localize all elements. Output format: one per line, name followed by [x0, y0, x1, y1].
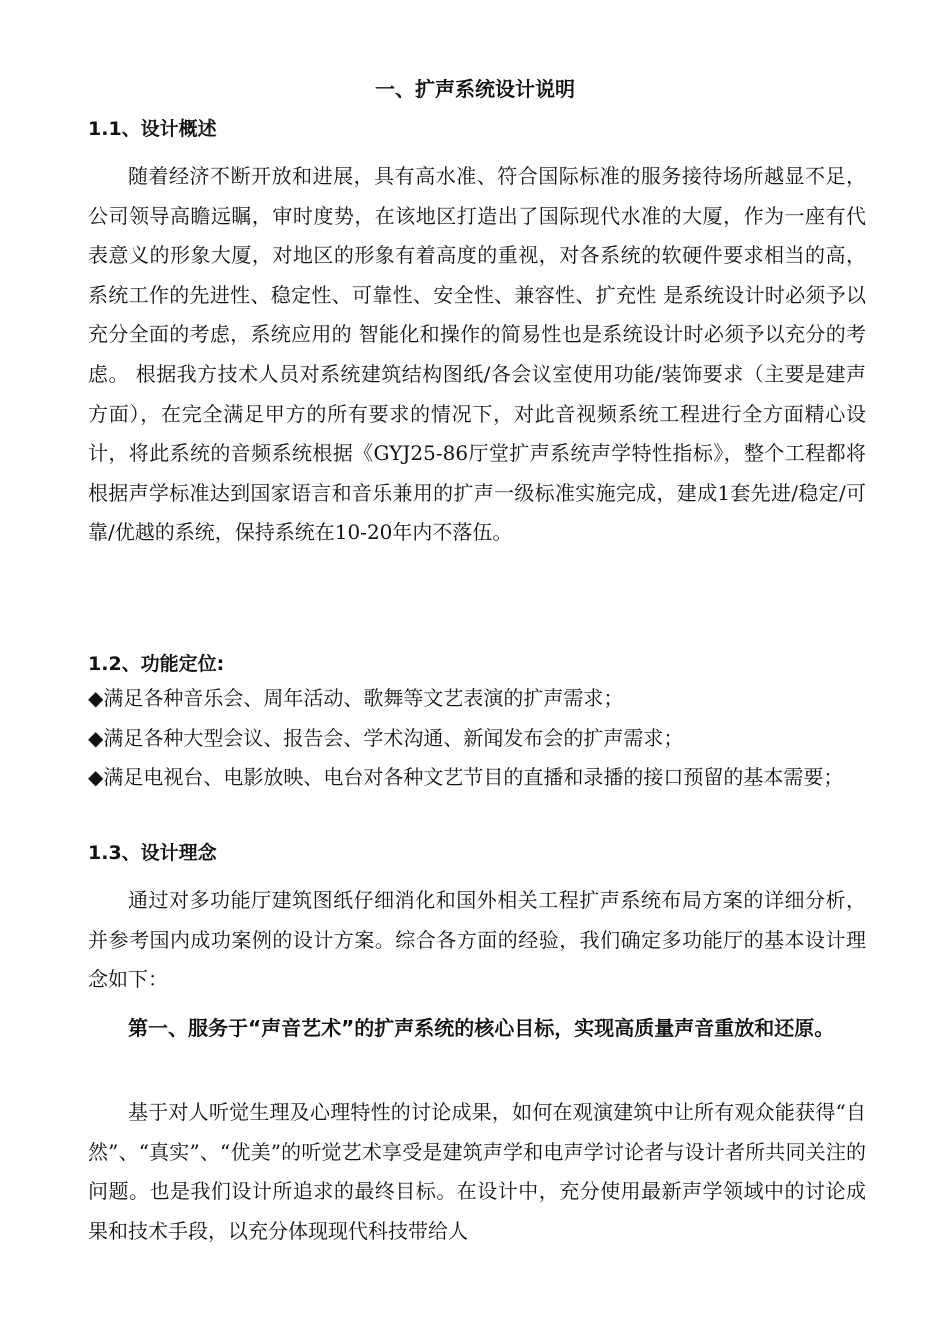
- list-item: ◆满足各种音乐会、周年活动、歌舞等文艺表演的扩声需求；: [88, 686, 624, 710]
- paragraph-overview: 随着经济不断开放和进展，具有高水准、符合国际标准的服务接待场所越显不足，公司领导高瞻远瞩，审时度势，在该地区打造出了国际现代水准的大厦，作为一座有代表意义的形象大厦，对地区的形象有着高度的重视，对各系统的软硬件要求相当的高，系统工作的先进性、稳定性、可靠性、安全性、兼容性、扩充性 是系统设计时必须予以充分全面的考虑，系统应用的 智能化和操作的简易性也是系统设计时必须予以充分的考虑。 根据我方技术人员对系统建筑结构图纸/各会议室使用功能/装饰要求（主要是建声方面），在完全满足甲方的所有要求的情况下，对此音视频系统工程进行全方面精心设计，将此系统的音频系统根据《GYJ25-86厅堂扩声系统声学特性指标》，整个工程都将根据声学标准达到国家语言和音乐兼用的扩声一级标准实施完成，建成1套先进/稳定/可靠/优越的系统，保持系统在10-20年内不落伍。: [88, 164, 866, 545]
- list-item: ◆满足各种大型会议、报告会、学术沟通、新闻发布会的扩声需求；: [88, 725, 684, 750]
- paragraph-concept-detail: 基于对人听觉生理及心理特性的讨论成果，如何在观演建筑中让所有观众能获得“自然”、“真实”、“优美”的听觉艺术享受是建筑声学和电声学讨论者与设计者所共同关注的问题。也是我们设计所追求的最终目标。在设计中，充分使用最新声学领域中的讨论成果和技术手段，以充分体现现代科技带给人: [88, 1100, 866, 1243]
- paragraph-concept-intro: 通过对多功能厅建筑图纸仔细消化和国外相关工程扩声系统布局方案的详细分析，并参考国内成功案例的设计方案。综合各方面的经验，我们确定多功能厅的基本设计理念如下：: [88, 888, 866, 992]
- section-heading-overview: 1.1、设计概述: [88, 118, 217, 140]
- list-item: ◆满足电视台、电影放映、电台对各种文艺节目的直播和录播的接口预留的基本需要；: [88, 765, 844, 790]
- paragraph-concept-principle: 第一、服务于“声音艺术”的扩声系统的核心目标，实现高质量声音重放和还原。: [128, 1016, 835, 1040]
- function-list: [88, 679, 866, 798]
- section-heading-function: 1.2、功能定位:: [88, 653, 225, 675]
- section-heading-concept: 1.3、设计理念: [88, 842, 217, 864]
- document-title: 一、扩声系统设计说明: [375, 77, 575, 101]
